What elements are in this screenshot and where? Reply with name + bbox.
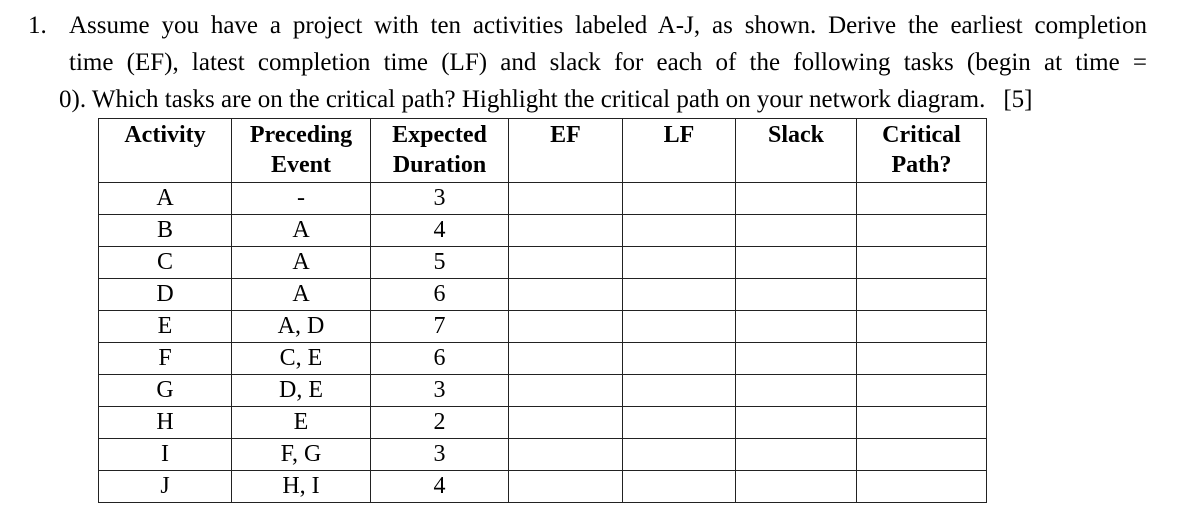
expected-duration-cell: 4: [371, 471, 509, 503]
lf-cell[interactable]: [623, 471, 736, 503]
preceding-event-cell: -: [232, 183, 371, 215]
ef-cell[interactable]: [509, 471, 623, 503]
lf-cell[interactable]: [623, 311, 736, 343]
header-preceding-event: Preceding Event: [232, 119, 371, 183]
slack-cell[interactable]: [736, 279, 857, 311]
ef-cell[interactable]: [509, 311, 623, 343]
ef-cell[interactable]: [509, 343, 623, 375]
expected-duration-cell: 6: [371, 343, 509, 375]
table-row: [99, 311, 987, 343]
lf-cell[interactable]: [623, 375, 736, 407]
preceding-event-cell: A: [232, 279, 371, 311]
activity-cell: G: [99, 375, 232, 407]
table-row: [99, 407, 987, 439]
question-line-2: time (EF), latest completion time (LF) and slack for each of the following tasks (begin at time =: [69, 49, 1147, 76]
table-row: [99, 183, 987, 215]
question-line-1: Assume you have a project with ten activities labeled A-J, as shown. Derive the earliest completion: [69, 12, 1147, 39]
expected-duration-cell: 3: [371, 439, 509, 471]
activity-cell: E: [99, 311, 232, 343]
lf-cell[interactable]: [623, 279, 736, 311]
question-marks: [5]: [1003, 86, 1033, 113]
table-row: [99, 439, 987, 471]
ef-cell[interactable]: [509, 215, 623, 247]
ef-cell[interactable]: [509, 279, 623, 311]
header-ef: EF: [509, 119, 623, 183]
table-body: [99, 183, 987, 503]
expected-duration-cell: 2: [371, 407, 509, 439]
table-row: [99, 279, 987, 311]
critical-path-cell[interactable]: [857, 215, 987, 247]
activity-cell: J: [99, 471, 232, 503]
ef-cell[interactable]: [509, 183, 623, 215]
ef-cell[interactable]: [509, 375, 623, 407]
preceding-event-cell: A, D: [232, 311, 371, 343]
ef-cell[interactable]: [509, 407, 623, 439]
expected-duration-cell: 6: [371, 279, 509, 311]
preceding-event-cell: E: [232, 407, 371, 439]
slack-cell[interactable]: [736, 247, 857, 279]
critical-path-cell[interactable]: [857, 407, 987, 439]
header-activity: Activity: [99, 119, 232, 183]
header-lf: LF: [623, 119, 736, 183]
ef-cell[interactable]: [509, 247, 623, 279]
critical-path-cell[interactable]: [857, 183, 987, 215]
activity-cell: F: [99, 343, 232, 375]
question-number: 1.: [28, 12, 47, 39]
lf-cell[interactable]: [623, 439, 736, 471]
slack-cell[interactable]: [736, 343, 857, 375]
table-row: [99, 215, 987, 247]
lf-cell[interactable]: [623, 215, 736, 247]
critical-path-cell[interactable]: [857, 247, 987, 279]
preceding-event-cell: H, I: [232, 471, 371, 503]
activity-cell: B: [99, 215, 232, 247]
expected-duration-cell: 7: [371, 311, 509, 343]
table-row: [99, 343, 987, 375]
activity-cell: D: [99, 279, 232, 311]
expected-duration-cell: 3: [371, 183, 509, 215]
header-expected-duration: Expected Duration: [371, 119, 509, 183]
critical-path-cell[interactable]: [857, 471, 987, 503]
table-row: [99, 471, 987, 503]
table-row: [99, 375, 987, 407]
activity-cell: A: [99, 183, 232, 215]
expected-duration-cell: 3: [371, 375, 509, 407]
header-critical-path: Critical Path?: [857, 119, 987, 183]
slack-cell[interactable]: [736, 439, 857, 471]
activity-table: [98, 118, 987, 503]
preceding-event-cell: A: [232, 215, 371, 247]
header-slack: Slack: [736, 119, 857, 183]
slack-cell[interactable]: [736, 183, 857, 215]
slack-cell[interactable]: [736, 215, 857, 247]
slack-cell[interactable]: [736, 311, 857, 343]
table-row: [99, 247, 987, 279]
critical-path-cell[interactable]: [857, 439, 987, 471]
activity-cell: H: [99, 407, 232, 439]
question-line-3: 0). Which tasks are on the critical path? Highlight the critical path on your network diagram.: [59, 86, 986, 113]
slack-cell[interactable]: [736, 471, 857, 503]
critical-path-cell[interactable]: [857, 343, 987, 375]
preceding-event-cell: C, E: [232, 343, 371, 375]
activity-cell: I: [99, 439, 232, 471]
lf-cell[interactable]: [623, 407, 736, 439]
critical-path-cell[interactable]: [857, 279, 987, 311]
lf-cell[interactable]: [623, 183, 736, 215]
activity-cell: C: [99, 247, 232, 279]
lf-cell[interactable]: [623, 247, 736, 279]
critical-path-cell[interactable]: [857, 311, 987, 343]
slack-cell[interactable]: [736, 375, 857, 407]
question-text: [59, 7, 1147, 118]
slack-cell[interactable]: [736, 407, 857, 439]
expected-duration-cell: 4: [371, 215, 509, 247]
preceding-event-cell: D, E: [232, 375, 371, 407]
preceding-event-cell: F, G: [232, 439, 371, 471]
table-header-row: [99, 119, 987, 183]
critical-path-cell[interactable]: [857, 375, 987, 407]
question-line-3-wrap: [59, 81, 1147, 118]
preceding-event-cell: A: [232, 247, 371, 279]
ef-cell[interactable]: [509, 439, 623, 471]
lf-cell[interactable]: [623, 343, 736, 375]
expected-duration-cell: 5: [371, 247, 509, 279]
